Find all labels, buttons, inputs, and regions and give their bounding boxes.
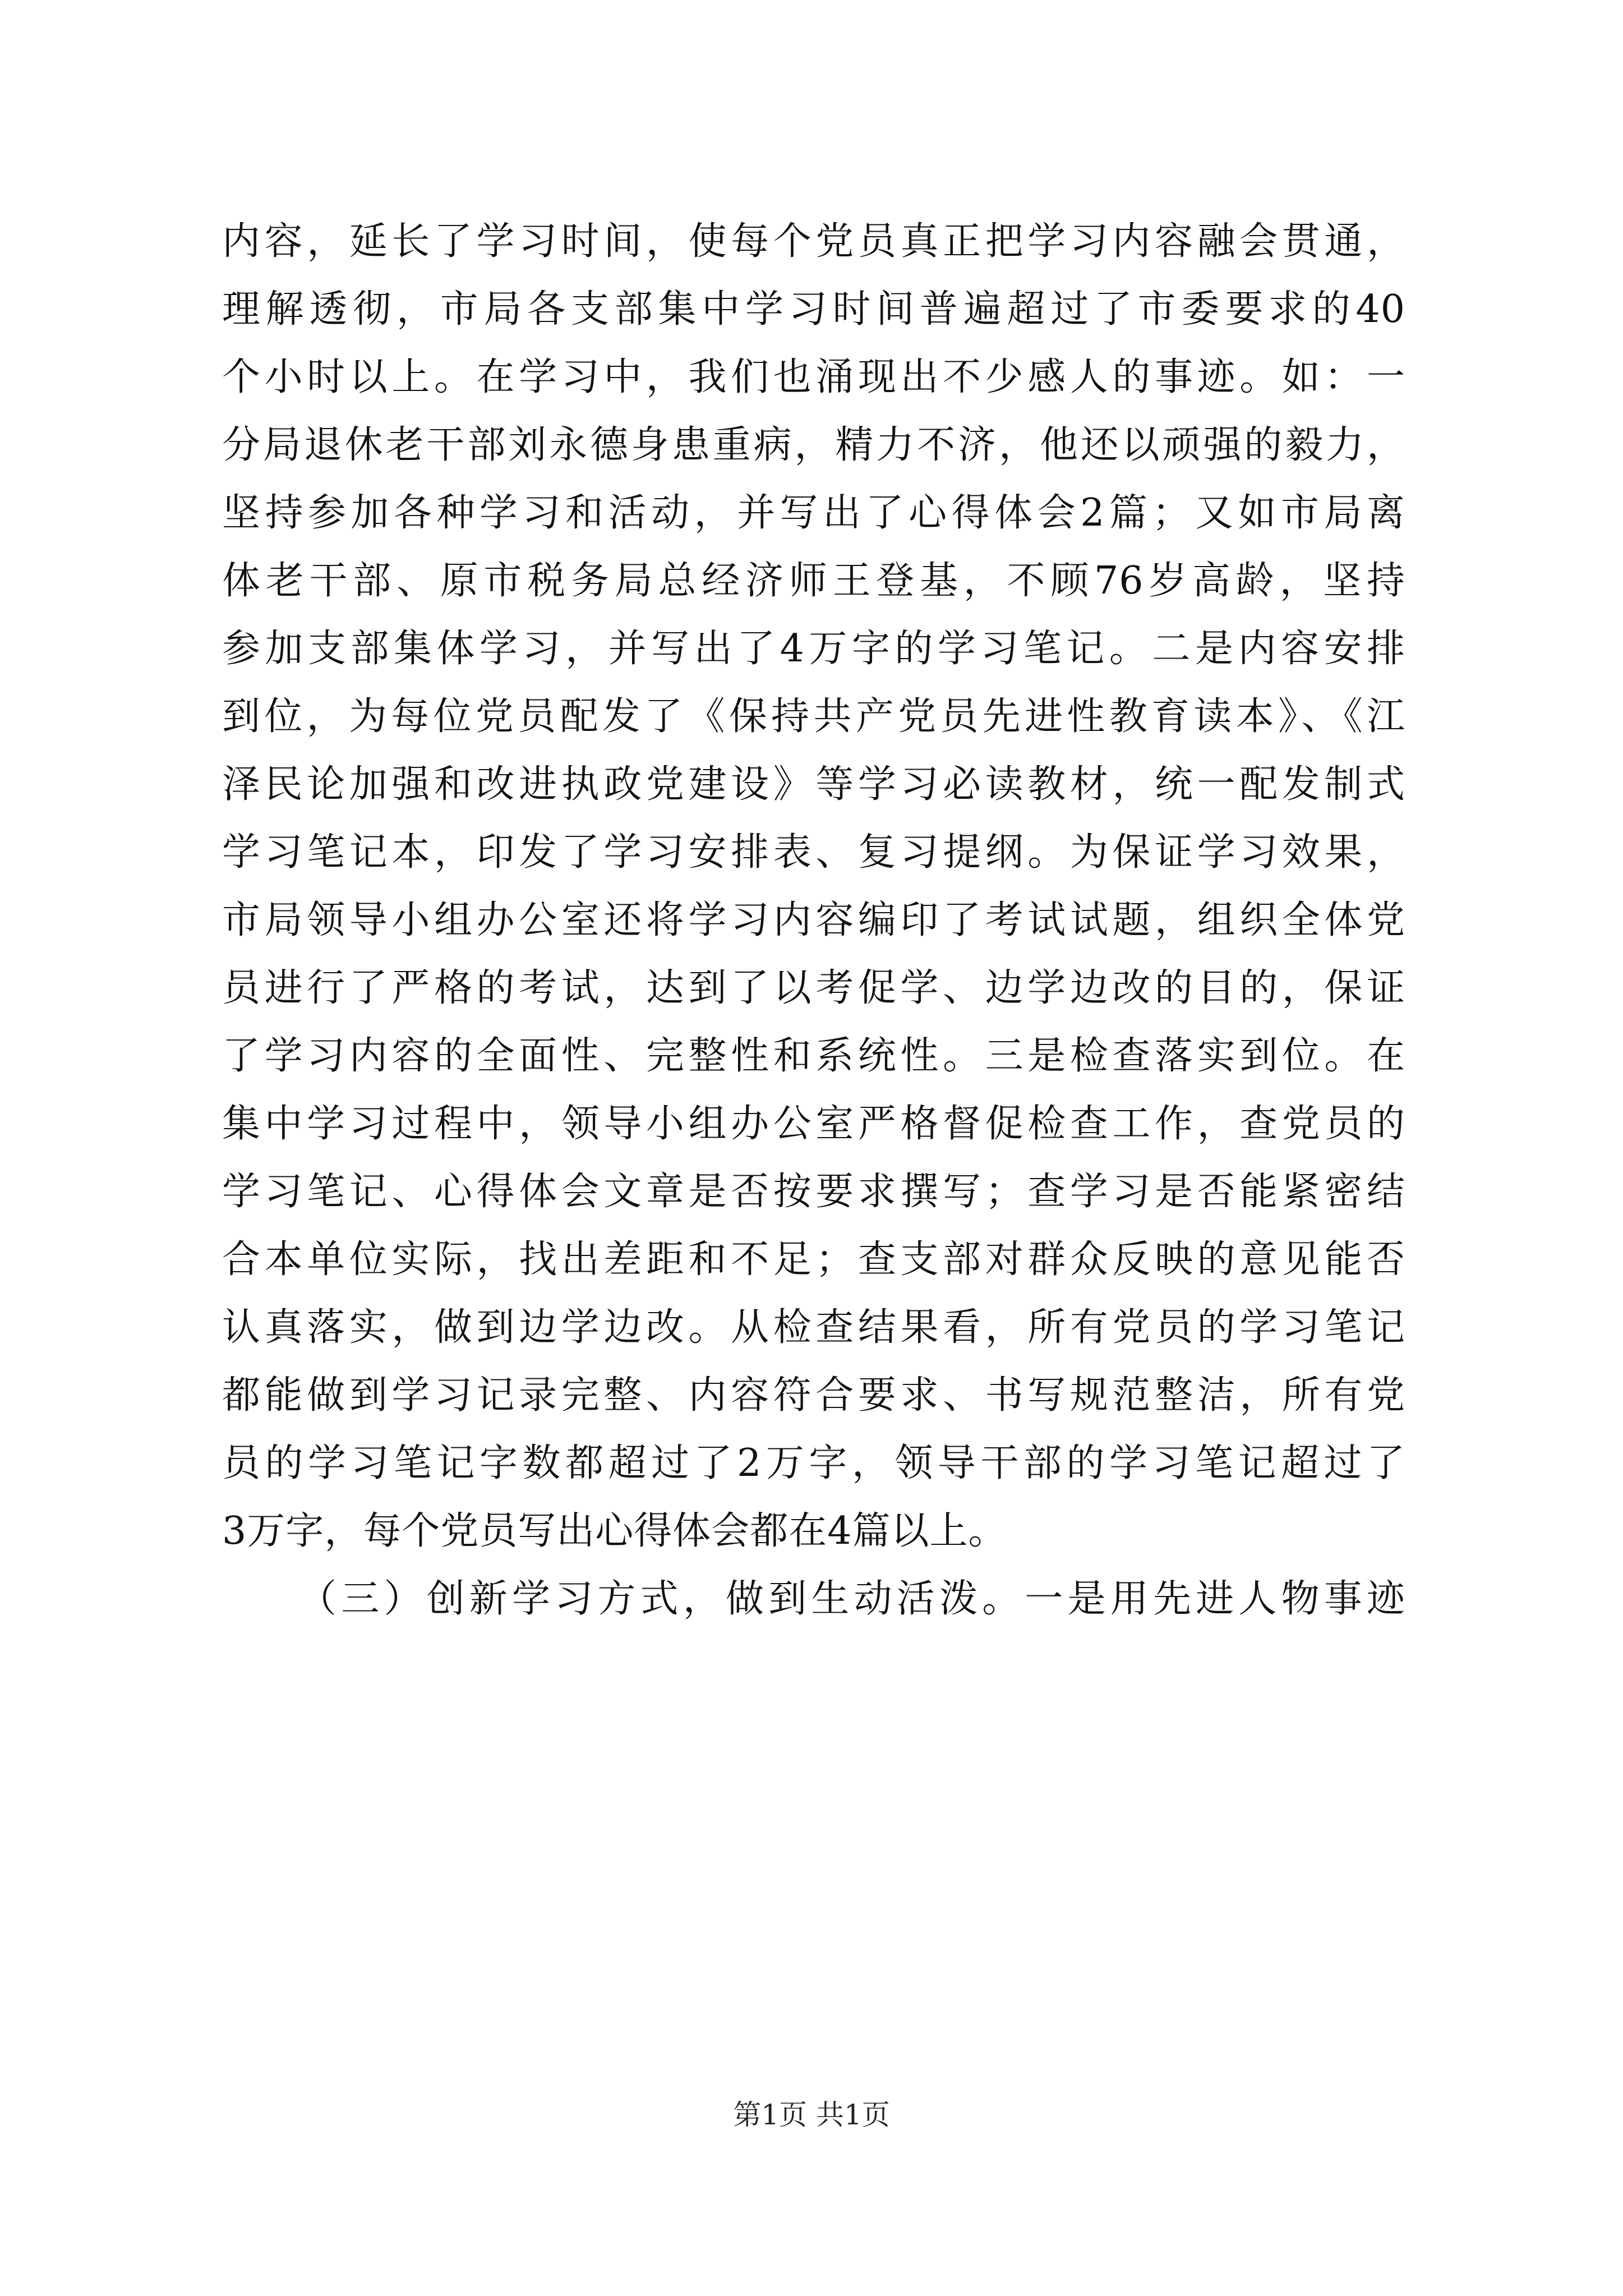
text-line: 参加支部集体学习，并写出了4万字的学习笔记。二是内容安排	[222, 627, 1405, 671]
text-line: 合本单位实际，找出差距和不足；查支部对群众反映的意见能否	[222, 1237, 1405, 1282]
text-line: 员进行了严格的考试，达到了以考促学、边学边改的目的，保证	[222, 966, 1405, 1010]
text-line: 了学习内容的全面性、完整性和系统性。三是检查落实到位。在	[222, 1034, 1405, 1078]
paragraph-end-line: 3万字，每个党员写出心得体会都在4篇以上。	[222, 1509, 1007, 1553]
text-line: 集中学习过程中，领导小组办公室严格督促检查工作，查党员的	[222, 1102, 1405, 1146]
text-line: 认真落实，做到边学边改。从检查结果看，所有党员的学习笔记	[222, 1305, 1405, 1350]
text-line: 体老干部、原市税务局总经济师王登基，不顾76岁高龄，坚持	[222, 559, 1405, 603]
text-line: 个小时以上。在学习中，我们也涌现出不少感人的事迹。如：一	[222, 355, 1405, 399]
text-line: 到位，为每位党员配发了《保持共产党员先进性教育读本》、《江	[222, 694, 1405, 739]
page-footer: 第1页 共1页	[733, 2099, 890, 2131]
text-line: 都能做到学习记录完整、内容符合要求、书写规范整洁，所有党	[222, 1373, 1405, 1418]
body-text	[222, 208, 1405, 1633]
text-line: 内容，延长了学习时间，使每个党员真正把学习内容融会贯通，	[222, 219, 1405, 264]
text-line: 理解透彻，市局各支部集中学习时间普遍超过了市委要求的40	[222, 287, 1405, 332]
text-line: 学习笔记本，印发了学习安排表、复习提纲。为保证学习效果，	[222, 830, 1405, 875]
text-line: 泽民论加强和改进执政党建设》等学习必读教材，统一配发制式	[222, 762, 1405, 807]
text-line: 员的学习笔记字数都超过了2万字，领导干部的学习笔记超过了	[222, 1441, 1405, 1485]
text-line: 坚持参加各种学习和活动，并写出了心得体会2篇；又如市局离	[222, 491, 1405, 535]
text-line: 学习笔记、心得体会文章是否按要求撰写；查学习是否能紧密结	[222, 1170, 1405, 1214]
text-line: 市局领导小组办公室还将学习内容编印了考试试题，组织全体党	[222, 898, 1405, 942]
text-line: 分局退休老干部刘永德身患重病，精力不济，他还以顽强的毅力，	[222, 423, 1405, 467]
section-heading-line: （三）创新学习方式，做到生动活泼。一是用先进人物事迹	[298, 1577, 1405, 1621]
